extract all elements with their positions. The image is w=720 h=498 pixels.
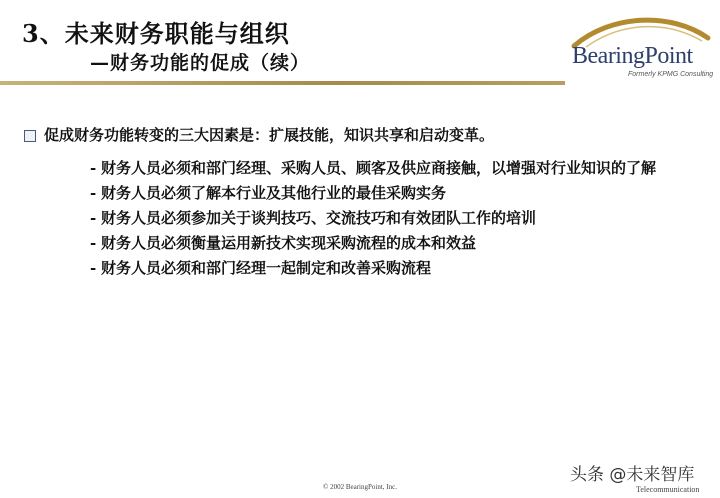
list-item-text: 财务人员必须和部门经理、采购人员、顾客及供应商接触，以增强对行业知识的了解 [101,159,657,177]
list-item [90,157,690,179]
checkbox-bullet-icon [24,130,36,142]
page-title: 3、未来财务职能与组织 [22,19,290,48]
dash-marker: - [90,234,97,252]
header-divider [0,81,565,85]
page-subtitle: —财务功能的促成（续） [90,52,311,74]
company-logo [566,16,714,82]
watermark: 头条 @未来智库 [570,465,695,485]
logo-tagline: Formerly KPMG Consulting [628,71,714,78]
dash-marker: - [90,259,97,277]
dash-marker: - [90,184,97,202]
dash-marker: - [90,209,97,227]
list-item [90,182,690,204]
logo-wordmark: BearingPoint [572,43,693,69]
dash-marker: - [90,159,97,177]
list-item-text: 财务人员必须和部门经理一起制定和改善采购流程 [101,259,432,277]
footer-label: Telecommunication [636,485,700,494]
bullet-list [90,157,690,282]
list-item-text: 财务人员必须衡量运用新技术实现采购流程的成本和效益 [101,234,477,252]
lead-statement [24,124,494,145]
list-item [90,232,690,254]
copyright-notice: © 2002 BearingPoint, Inc. [323,483,397,491]
list-item [90,257,690,279]
list-item-text: 财务人员必须了解本行业及其他行业的最佳采购实务 [101,184,447,202]
lead-text: 促成财务功能转变的三大因素是：扩展技能，知识共享和启动变革。 [44,126,495,144]
list-item-text: 财务人员必须参加关于谈判技巧、交流技巧和有效团队工作的培训 [101,209,537,227]
list-item [90,207,690,229]
